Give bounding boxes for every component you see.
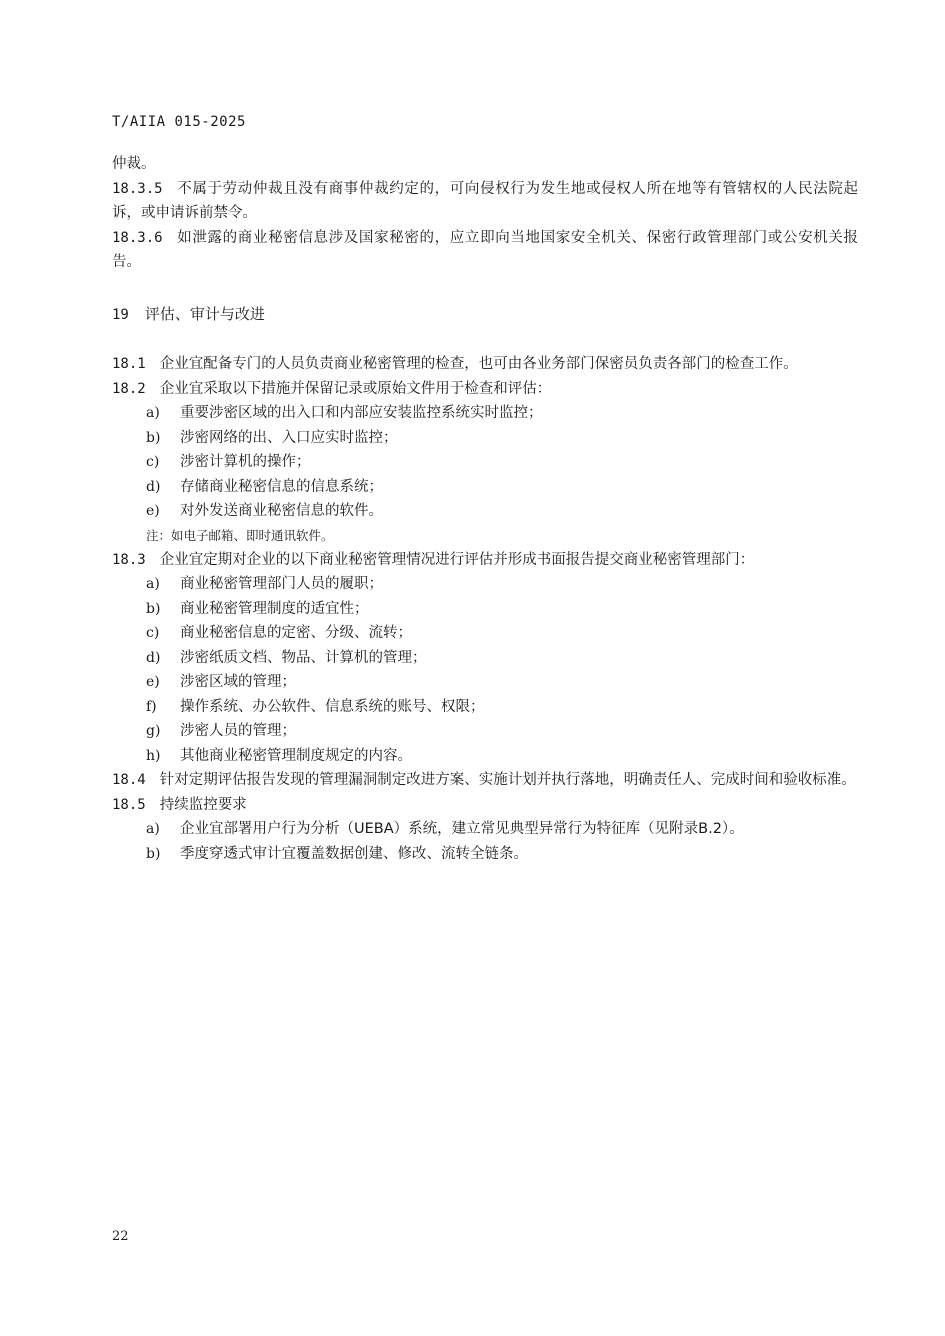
- continuation-text: 仲裁。: [112, 156, 156, 172]
- list-text: 操作系统、办公软件、信息系统的账号、权限；: [180, 698, 485, 715]
- list-text: 其他商业秘密管理制度规定的内容。: [180, 747, 412, 764]
- list-item: [112, 744, 858, 769]
- list-marker: b): [146, 429, 161, 446]
- clause-number: 18.3.6: [112, 229, 163, 246]
- clause-text: 针对定期评估报告发现的管理漏洞制定改进方案、实施计划并执行落地，明确责任人、完成时间和验收标准。: [159, 772, 856, 788]
- clause-text: 如泄露的商业秘密信息涉及国家秘密的，应立即向当地国家安全机关、保密行政管理部门或公安机关报告。: [112, 229, 858, 270]
- page-body: [112, 152, 858, 866]
- list-text: 涉密纸质文档、物品、计算机的管理；: [180, 649, 427, 666]
- clause-number: 18.3: [112, 551, 146, 568]
- page-number: 22: [112, 1229, 129, 1244]
- list-item: [112, 597, 858, 622]
- list-item: [112, 670, 858, 695]
- clause-text: 企业宜采取以下措施并保留记录或原始文件用于检查和评估：: [159, 380, 552, 397]
- list-marker: a): [146, 576, 160, 592]
- list-item: [112, 817, 858, 842]
- list-marker: b): [146, 845, 161, 862]
- list-text: 商业秘密管理部门人员的履职；: [180, 576, 383, 592]
- clause-text: 企业宜定期对企业的以下商业秘密管理情况进行评估并形成书面报告提交商业秘密管理部门：: [159, 551, 755, 568]
- clause-18-1: [112, 352, 858, 377]
- list-item: [112, 646, 858, 671]
- clause-18-2: [112, 377, 858, 402]
- clause-number: 18.2: [112, 380, 146, 397]
- clause-text: 不属于劳动仲裁且没有商事仲裁约定的，可向侵权行为发生地或侵权人所在地等有管辖权的人民法院起诉，或申请诉前禁令。: [112, 180, 858, 221]
- section-heading: [112, 302, 858, 328]
- clause-text: 持续监控要求: [159, 796, 247, 813]
- list-item: [112, 401, 858, 426]
- list-text: 存储商业秘密信息的信息系统；: [180, 478, 383, 495]
- list-item: [112, 719, 858, 744]
- list-marker: g): [146, 723, 161, 739]
- list-item: [112, 499, 858, 524]
- note-text: 注：如电子邮箱、即时通讯软件。: [146, 527, 334, 543]
- list-item: [112, 695, 858, 720]
- clause-18-3-5: [112, 177, 858, 226]
- clause-18-5: [112, 793, 858, 818]
- list-text: 涉密网络的出、入口应实时监控；: [180, 429, 398, 446]
- list-marker: e): [146, 674, 160, 690]
- list-marker: d): [146, 649, 161, 666]
- list-item: [112, 572, 858, 597]
- section-number: 19: [112, 306, 129, 323]
- list-text: 企业宜部署用户行为分析（UEBA）系统，建立常见典型异常行为特征库（见附录B.2）。: [180, 821, 744, 837]
- clause-18-3: [112, 548, 858, 573]
- list-marker: c): [146, 625, 160, 641]
- list-marker: b): [146, 600, 161, 617]
- list-marker: d): [146, 478, 161, 495]
- list-text: 对外发送商业秘密信息的软件。: [180, 503, 383, 519]
- list-text: 商业秘密信息的定密、分级、流转；: [180, 625, 412, 641]
- section-title: 评估、审计与改进: [144, 304, 265, 323]
- clause-number: 18.3.5: [112, 180, 163, 197]
- list-marker: h): [146, 747, 161, 764]
- list-item: [112, 621, 858, 646]
- list-item: [112, 475, 858, 500]
- document-id-header: T/AIIA 015-2025: [112, 114, 246, 130]
- list-text: 商业秘密管理制度的适宜性；: [180, 600, 369, 617]
- clause-number: 18.5: [112, 796, 146, 813]
- list-text: 涉密区域的管理；: [180, 674, 296, 690]
- clause-number: 18.4: [112, 772, 146, 788]
- clause-number: 18.1: [112, 356, 146, 372]
- list-text: 重要涉密区域的出入口和内部应安装监控系统实时监控；: [180, 405, 543, 421]
- list-item: [112, 842, 858, 867]
- clause-text: 企业宜配备专门的人员负责商业秘密管理的检查，也可由各业务部门保密员负责各部门的检查工作。: [159, 356, 798, 372]
- list-text: 涉密人员的管理；: [180, 723, 296, 739]
- list-text: 季度穿透式审计宜覆盖数据创建、修改、流转全链条。: [180, 845, 528, 862]
- list-marker: f): [146, 698, 157, 715]
- list-text: 涉密计算机的操作；: [180, 454, 311, 470]
- list-marker: a): [146, 821, 160, 837]
- list-marker: a): [146, 405, 160, 421]
- list-item: [112, 426, 858, 451]
- list-marker: e): [146, 503, 160, 519]
- clause-18-4: [112, 768, 858, 793]
- list-item: [112, 450, 858, 475]
- list-marker: c): [146, 454, 160, 470]
- clause-18-3-6: [112, 226, 858, 275]
